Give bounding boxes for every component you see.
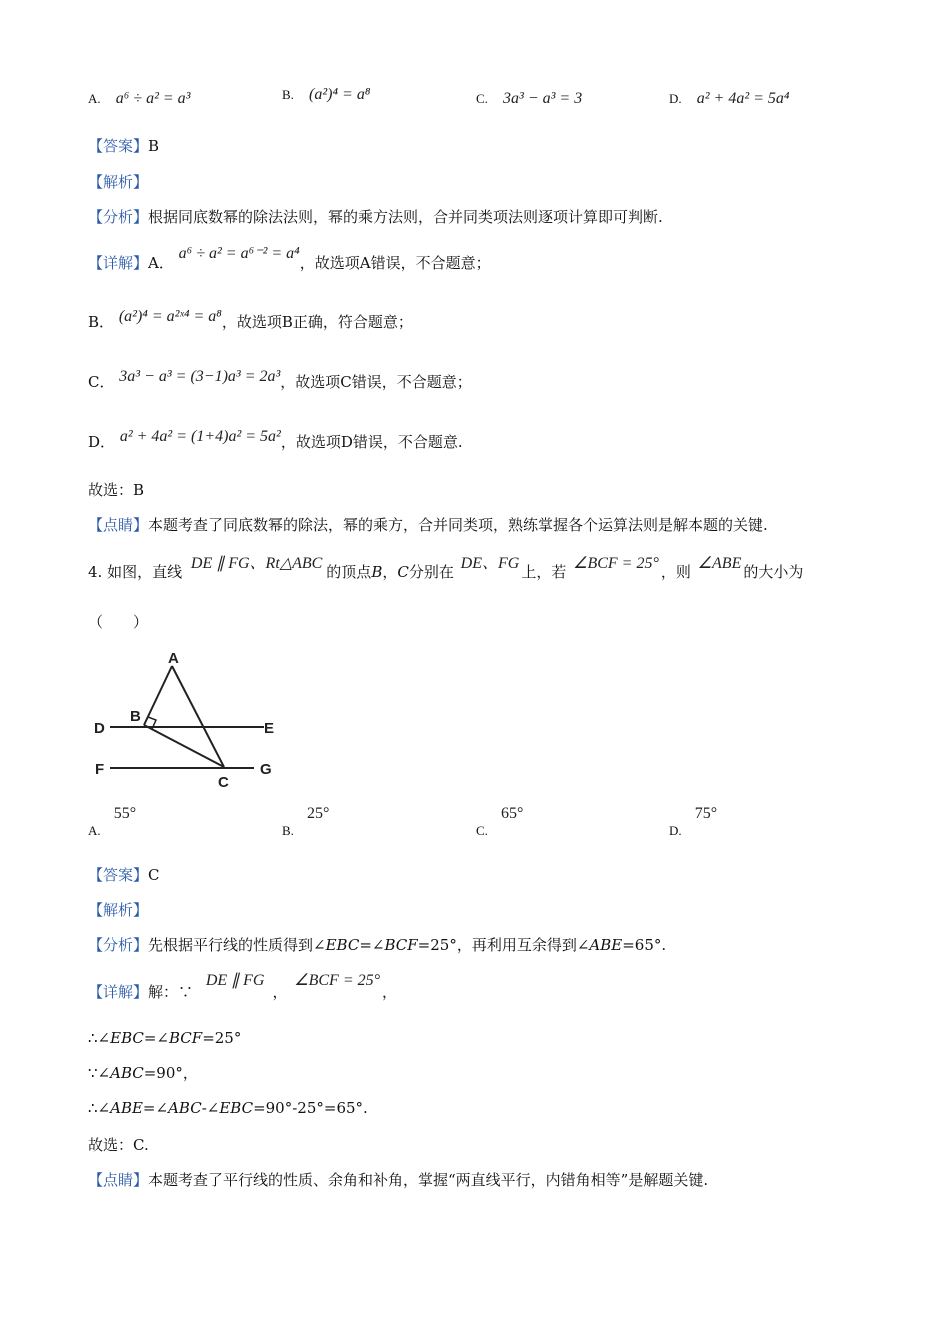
stem-text: 的顶点 (326, 563, 372, 581)
step-text: =25° (202, 1029, 242, 1047)
fenxi-angle: ∠BCF (371, 936, 418, 954)
q4-analysis-tag: 【解析】 (88, 901, 149, 919)
fenxi-angle: ∠EBC (313, 936, 360, 954)
q3-xiangjie-b (88, 308, 413, 332)
option-expression: a² + 4a² = 5a⁴ (696, 90, 790, 107)
stem-math: ∠BCF = 25° (573, 555, 659, 572)
q3-option-d (669, 88, 789, 108)
stem-math: ∠ABE (697, 555, 742, 572)
fenxi-text: =25°，再利用互余得到 (417, 936, 577, 954)
segment-ab (144, 666, 172, 725)
fenxi-tag: 【分析】 (88, 936, 149, 954)
label-g: G (260, 761, 272, 778)
q3-option-b (282, 84, 370, 104)
xiangjie-math: DE ∥ FG (205, 972, 265, 989)
xiangjie-text: 解：∵ (148, 983, 194, 1001)
option-letter: B. (282, 823, 294, 838)
q3-xiangjie-a (88, 245, 491, 273)
option-letter: C. (476, 91, 488, 106)
dianjing-tag: 【点睛】 (88, 516, 149, 534)
q4-paren: （ ） (88, 613, 149, 631)
step-symbol: ∵ (88, 1064, 98, 1082)
stem-text: 的大小为 (743, 563, 804, 581)
q3-option-c (476, 88, 582, 108)
step-text: = (142, 1099, 156, 1117)
step-text: = (143, 1029, 157, 1047)
q3-option-a (88, 88, 190, 108)
option-letter: B. (282, 87, 294, 102)
fenxi-tag: 【分析】 (88, 208, 149, 226)
q3-dianjing (88, 516, 768, 534)
q3-xiangjie-d (88, 428, 463, 452)
xiangjie-suffix: ，故选项D错误，不合题意. (280, 433, 463, 451)
stem-math: DE ∥ FG、Rt△ABC (190, 555, 323, 572)
xiangjie-expression: (a²)⁴ = a²ˣ⁴ = a⁸ (118, 308, 222, 325)
xiangjie-expression: 3a³ − a³ = (3−1)a³ = 2a³ (119, 368, 281, 385)
option-value: 75° (694, 805, 718, 822)
step-angle: ∠EBC (206, 1099, 254, 1117)
q4-option-d (669, 803, 718, 838)
xiangjie-suffix: ，故选项B正确，符合题意； (221, 313, 413, 331)
xiangjie-expression: a⁶ ÷ a² = a⁶⁻² = a⁴ (178, 245, 300, 262)
xiangjie-expression: a² + 4a² = (1+4)a² = 5a² (119, 428, 281, 445)
step-angle: ∠ABE (97, 1099, 143, 1117)
label-a: A (168, 650, 179, 667)
option-expression: (a²)⁴ = a⁸ (309, 86, 371, 103)
xiangjie-suffix: ，故选项A错误，不合题意； (299, 254, 491, 272)
step-symbol: ∴ (88, 1099, 98, 1117)
q4-option-a (88, 803, 137, 838)
q4-answer (88, 866, 160, 884)
answer-tag: 【答案】 (88, 866, 149, 884)
fenxi-text: = (359, 936, 372, 954)
step-angle: ∠ABC (155, 1099, 202, 1117)
xiangjie-prefix: B． (88, 313, 115, 331)
step-text: =90°-25°=65°. (253, 1099, 368, 1117)
option-expression: a⁶ ÷ a² = a³ (115, 90, 191, 107)
q3-xiangjie-c (88, 368, 472, 392)
fenxi-angle: ∠ABE (576, 936, 623, 954)
question-number: 4. (88, 563, 103, 581)
dianjing-text: 本题考查了同底数幂的除法，幂的乘方，合并同类项，熟练掌握各个运算法则是解本题的关键. (148, 516, 768, 534)
fenxi-text: 先根据平行线的性质得到 (148, 936, 314, 954)
label-c: C (218, 774, 229, 791)
xiangjie-sep: ， (272, 983, 288, 1001)
q4-dianjing (88, 1171, 708, 1189)
q4-step-2 (88, 1064, 198, 1082)
segment-ac (172, 666, 224, 767)
geometry-figure (92, 645, 292, 795)
stem-text: 上，若 (521, 563, 567, 581)
step-text: - (201, 1099, 207, 1117)
q3-fenxi (88, 208, 663, 226)
stem-text: 如图，直线 (107, 563, 183, 581)
option-letter: A. (88, 823, 101, 838)
option-value: 25° (307, 805, 330, 822)
option-letter: A. (88, 91, 101, 106)
stem-sep: ， (382, 563, 398, 581)
xiangjie-prefix: D． (88, 433, 116, 451)
option-expression: 3a³ − a³ = 3 (503, 90, 583, 107)
label-d: D (94, 720, 105, 737)
option-letter: D. (669, 91, 682, 106)
option-value: 55° (113, 805, 137, 822)
fenxi-text: 根据同底数幂的除法法则，幂的乘方法则，合并同类项法则逐项计算即可判断. (148, 208, 663, 226)
xiangjie-math: ∠BCF = 25° (294, 972, 381, 989)
label-f: F (95, 761, 105, 778)
step-symbol: ∴ (88, 1029, 98, 1047)
q3-conclusion: 故选：B (88, 481, 145, 499)
dianjing-text: 本题考查了平行线的性质、余角和补角，掌握“两直线平行，内错角相等”是解题关键. (148, 1171, 709, 1189)
stem-point: C (397, 563, 409, 581)
q4-option-b (282, 803, 330, 838)
q4-fenxi (88, 936, 666, 954)
label-e: E (264, 720, 275, 737)
stem-text: 分别在 (408, 563, 454, 581)
answer-value: B (148, 137, 160, 155)
option-letter: D. (669, 823, 682, 838)
segment-bc (144, 725, 224, 767)
xiangjie-prefix: C． (88, 373, 115, 391)
q4-stem (88, 555, 804, 582)
q4-option-c (476, 803, 524, 838)
fenxi-text: =65°. (622, 936, 667, 954)
step-angle: ∠ABC (97, 1064, 144, 1082)
label-b: B (130, 708, 141, 725)
stem-math: DE、FG (460, 555, 520, 572)
q3-analysis-tag: 【解析】 (88, 173, 149, 191)
step-text: =90°， (143, 1064, 198, 1082)
q3-answer (88, 137, 159, 155)
xiangjie-end: ， (382, 983, 398, 1001)
stem-text: ，则 (660, 563, 691, 581)
xiangjie-tag: 【详解】 (88, 983, 149, 1001)
xiangjie-suffix: ，故选项C错误，不合题意； (280, 373, 472, 391)
q4-conclusion: 故选：C. (88, 1136, 149, 1154)
step-angle: ∠EBC (97, 1029, 144, 1047)
dianjing-tag: 【点睛】 (88, 1171, 149, 1189)
q4-step-1 (88, 1029, 241, 1047)
option-letter: C. (476, 823, 488, 838)
option-value: 65° (501, 805, 524, 822)
q4-step-3 (88, 1099, 368, 1117)
xiangjie-prefix: A． (148, 254, 174, 272)
answer-value: C (148, 866, 160, 884)
answer-tag: 【答案】 (88, 137, 149, 155)
xiangjie-tag: 【详解】 (88, 254, 149, 272)
stem-point: B (371, 563, 383, 581)
q4-xiangjie (88, 972, 398, 1002)
step-angle: ∠BCF (156, 1029, 203, 1047)
